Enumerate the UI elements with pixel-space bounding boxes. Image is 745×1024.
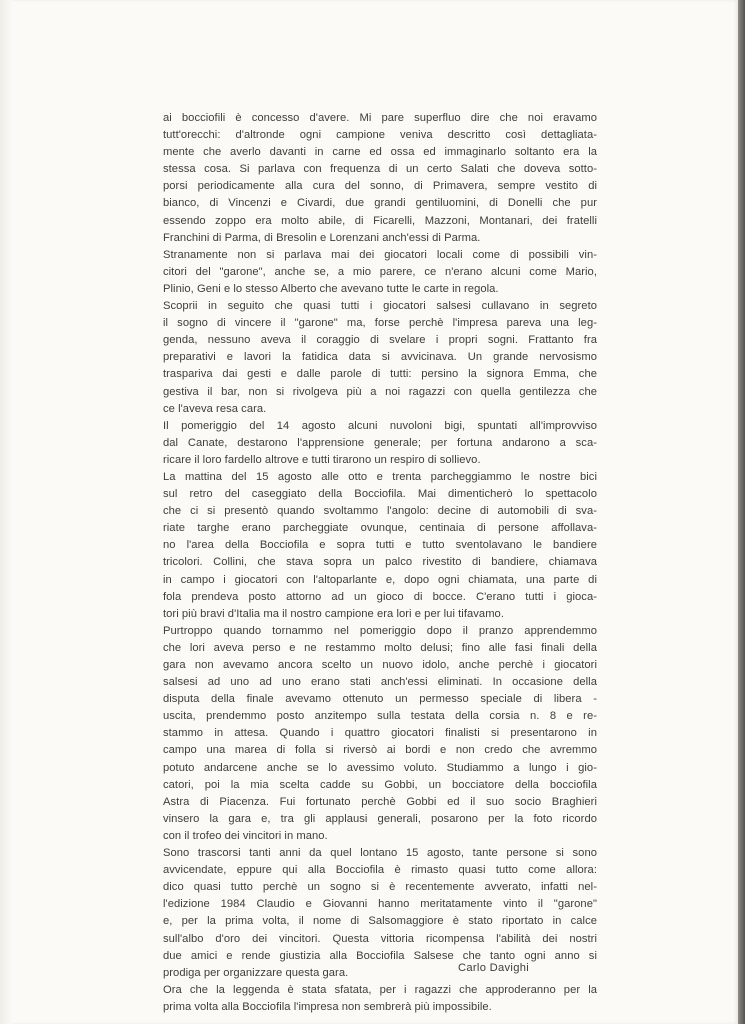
text-line: citori del "garone", anche se, a mio parere, ce n'erano alcuni come Mario, (163, 265, 597, 278)
text-line: Purtroppo quando tornammo nel pomeriggio dopo il pranzo apprendemmo (163, 624, 597, 637)
text-line: essendo zoppo era molto abile, di Ficarelli, Mazzoni, Montanari, dei fratelli (163, 214, 597, 227)
text-line: salsesi ad uno ad uno erano stati anch'essi eliminati. In occasione della (163, 676, 597, 689)
text-line: Franchini di Parma, di Bresolin e Lorenzani anch'essi di Parma. (163, 231, 481, 244)
text-line: tutt'orecchi: d'altronde ogni campione veniva descritto così dettagliata- (163, 129, 597, 142)
text-line: gara non avevamo ancora scelto un nuovo idolo, anche perchè i giocatori (163, 659, 597, 671)
text-line: fola prendeva posto attorno ad un gioco di bocce. C'erano tutti i gioca- (163, 590, 597, 603)
text-line: Astra di Piacenza. Fui fortunato perchè Gobbi ed il suo socio Braghieri (163, 795, 597, 808)
author-signature: Carlo Davighi (458, 962, 530, 974)
text-line: Ora che la leggenda è stata sfatata, per i ragazzi che approderanno per la (163, 983, 597, 996)
text-line: in campo i giocatori con l'altoparlante e, dopo ogni chiamata, una parte di (163, 573, 597, 586)
text-line: gestiva il bar, non si rivolgeva più a noi ragazzi con quella gentilezza che (163, 385, 597, 398)
text-line: e, per la prima volta, il nome di Salsomaggiore è stato riportato in calce (163, 915, 597, 928)
text-line: sul retro del caseggiato della Bocciofila. Mai dimenticherò lo spettacolo (163, 488, 597, 501)
text-line: ai bocciofili è concesso d'avere. Mi pare superfluo dire che noi eravamo (163, 112, 597, 124)
text-line: Scoprii in seguito che quasi tutti i giocatori salsesi cullavano in segreto (163, 300, 597, 313)
text-line: che lori aveva perso e ne restammo molto delusi; fino alle fasi finali della (163, 641, 597, 654)
text-line: il sogno di vincere il "garone" ma, forse perchè l'impresa pareva una leg- (163, 317, 597, 330)
text-line: genda, nessuno aveva il coraggio di svelare i propri sogni. Frattanto fra (163, 334, 597, 347)
body-text (163, 110, 597, 1016)
text-line: l'edizione 1984 Claudio e Giovanni hanno meritatamente vinto il "garone" (163, 898, 597, 911)
text-line: dal Canate, destarono l'apprensione generale; per fortuna andarono a sca- (163, 436, 597, 449)
text-line: disputa della finale avevamo ottenuto un permesso speciale di libera - (163, 693, 597, 706)
text-line: Sono trascorsi tanti anni da quel lontano 15 agosto, tante persone si sono (163, 847, 597, 860)
text-line: traspariva dai gesti e dalle parole di tutti: persino la signora Emma, che (163, 368, 597, 381)
text-line: preparativi e lavori la fatidica data si avvicinava. Un grande nervosismo (163, 351, 597, 364)
text-line: che ci si presentò quando svoltammo l'angolo: decine di automobili di sva- (163, 505, 597, 518)
text-line: Il pomeriggio del 14 agosto alcuni nuvoloni bigi, spuntati all'improvviso (163, 419, 597, 432)
text-line: tori più bravi d'Italia ma il nostro campione era lori e per lui tifavamo. (163, 607, 504, 620)
text-line: ce l'aveva resa cara. (163, 402, 267, 415)
text-line: porsi periodicamente alla cura del sonno, di Primavera, sempre vestito di (163, 180, 597, 193)
text-line: prima volta alla Bocciofila l'impresa non sembrerà più impossibile. (163, 1000, 492, 1013)
text-line: dico quasi tutto perchè un sogno si è recentemente avverato, infatti nel- (163, 881, 597, 894)
text-line: vinsero la gara e, tra gli applausi generali, posarono per la foto ricordo (163, 812, 597, 825)
text-line: sull'albo d'oro dei vincitori. Questa vittoria ricompensa l'abilità dei nostri (163, 932, 597, 945)
text-line: ricare il loro fardello altrove e tutti tirarono un respiro di sollievo. (163, 453, 481, 466)
text-line: tricolori. Collini, che stava sopra un palco rivestito di bandiere, chiamava (163, 556, 597, 569)
text-line: Stranamente non si parlava mai dei giocatori locali come di possibili vin- (163, 248, 597, 261)
text-line: stammo in attesa. Quando i quattro giocatori finalisti si presentarono in (163, 727, 597, 740)
text-line: stessa cosa. Si parlava con frequenza di un certo Salati che doveva sotto- (163, 163, 597, 176)
page-edge (738, 0, 745, 1024)
text-line: due amici e rende giustizia alla Bocciofila Salsese che tanto ogni anno si (163, 949, 597, 962)
text-line: mente che averlo davanti in carne ed ossa ed immaginarlo soltanto era la (163, 146, 597, 159)
text-line: con il trofeo dei vincitori in mano. (163, 829, 328, 842)
text-line: potuto andarcene anche se lo avessimo voluto. Studiammo a lungo i gio- (163, 761, 597, 774)
page-binding-shadow (0, 0, 12, 1024)
text-line: no l'area della Bocciofila e sopra tutti e tutto sventolavano le bandiere (163, 539, 597, 552)
text-line: avvicendate, eppure qui alla Bocciofila è rimasto quasi tutto come allora: (163, 864, 597, 877)
text-line: riate targhe erano parcheggiate ovunque, centinaia di persone affollava- (163, 522, 597, 535)
text-line: bianco, di Vincenzi e Civardi, due grandi gentiluomini, di Donelli che pur (163, 197, 597, 210)
text-line: La mattina del 15 agosto alle otto e trenta parcheggiammo le nostre bici (163, 470, 597, 483)
text-line: catori, poi la mia scelta cadde su Gobbi, un bocciatore della bocciofila (163, 778, 597, 791)
text-line: Plinio, Geni e lo stesso Alberto che avevano tutte le carte in regola. (163, 282, 499, 295)
text-line: prodiga per organizzare questa gara. (163, 966, 349, 979)
text-line: uscita, prendemmo posto anzitempo sulla testata della corsia n. 8 e re- (163, 710, 597, 723)
text-line: campo una marea di folla si riversò ai bordi e non credo che avremmo (163, 744, 597, 757)
